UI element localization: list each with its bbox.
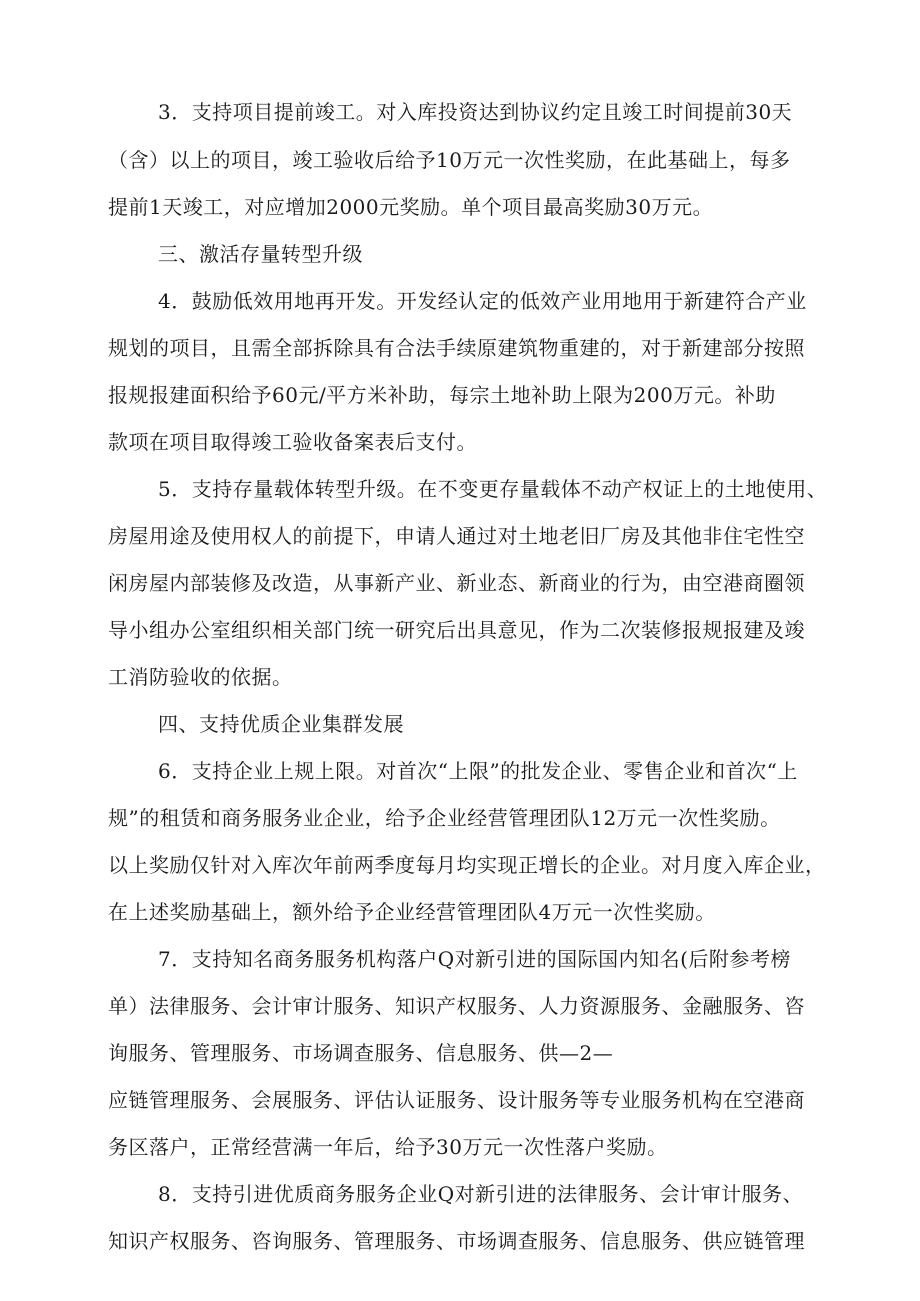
paragraph-4-line-4: 款项在项目取得竣工验收备案表后支付。 <box>108 430 477 454</box>
paragraph-3-line-2: （含）以上的项目，竣工验收后给予10万元一次性奖励，在此基础上，每多 <box>108 148 791 172</box>
paragraph-8-line-1: 8．支持引进优质商务服务企业Q对新引进的法律服务、会计审计服务、 <box>158 1182 804 1206</box>
paragraph-5-line-5: 工消防验收的依据。 <box>108 665 293 689</box>
paragraph-6-line-3: 以上奖励仅针对入库次年前两季度每月均实现正增长的企业。对月度入库企业， <box>108 853 826 877</box>
paragraph-7-line-4: 应链管理服务、会展服务、评估认证服务、设计服务等专业服务机构在空港商 <box>108 1088 805 1112</box>
paragraph-3-line-1: 3．支持项目提前竣工。对入库投资达到协议约定且竣工时间提前30天 <box>158 100 793 124</box>
paragraph-7-line-5: 务区落户，正常经营满一年后，给予30万元一次性落户奖励。 <box>108 1135 668 1159</box>
paragraph-7-line-2: 单）法律服务、会计审计服务、知识产权服务、人力资源服务、金融服务、咨 <box>108 994 805 1018</box>
paragraph-5-line-1: 5．支持存量载体转型升级。在不变更存量载体不动产权证上的土地使用、 <box>158 477 828 501</box>
paragraph-5-line-3: 闲房屋内部装修及改造，从事新产业、新业态、新商业的行为，由空港商圈领 <box>108 571 805 595</box>
paragraph-5-line-2: 房屋用途及使用权人的前提下，申请人通过对土地老旧厂房及其他非住宅性空 <box>108 524 805 548</box>
paragraph-4-line-1: 4．鼓励低效用地再开发。开发经认定的低效产业用地用于新建符合产业 <box>158 289 807 313</box>
paragraph-7-line-1: 7．支持知名商务服务机构落户Q对新引进的国际国内知名(后附参考榜 <box>158 947 791 971</box>
paragraph-7-line-3: 询服务、管理服务、市场调查服务、信息服务、供—2— <box>108 1041 614 1065</box>
paragraph-6-line-2: 规”的租赁和商务服务业企业，给予企业经营管理团队12万元一次性奖励。 <box>108 806 781 830</box>
section-heading-3: 三、激活存量转型升级 <box>158 242 363 266</box>
paragraph-5-line-4: 导小组办公室组织相关部门统一研究后出具意见，作为二次装修报规报建及竣 <box>108 618 805 642</box>
paragraph-4-line-2: 规划的项目，且需全部拆除具有合法手续原建筑物重建的，对于新建部分按照 <box>108 336 805 360</box>
paragraph-6-line-4: 在上述奖励基础上，额外给予企业经营管理团队4万元一次性奖励。 <box>108 900 716 924</box>
section-heading-4: 四、支持优质企业集群发展 <box>158 712 404 736</box>
paragraph-8-line-2: 知识产权服务、咨询服务、管理服务、市场调查服务、信息服务、供应链管理 <box>108 1229 805 1253</box>
paragraph-4-line-3: 报规报建面积给予60元/平方米补助，每宗土地补助上限为200万元。补助 <box>108 383 776 407</box>
paragraph-6-line-1: 6．支持企业上规上限。对首次“上限”的批发企业、零售企业和首次“上 <box>158 759 798 783</box>
paragraph-3-line-3: 提前1天竣工，对应增加2000元奖励。单个项目最高奖励30万元。 <box>108 195 714 219</box>
